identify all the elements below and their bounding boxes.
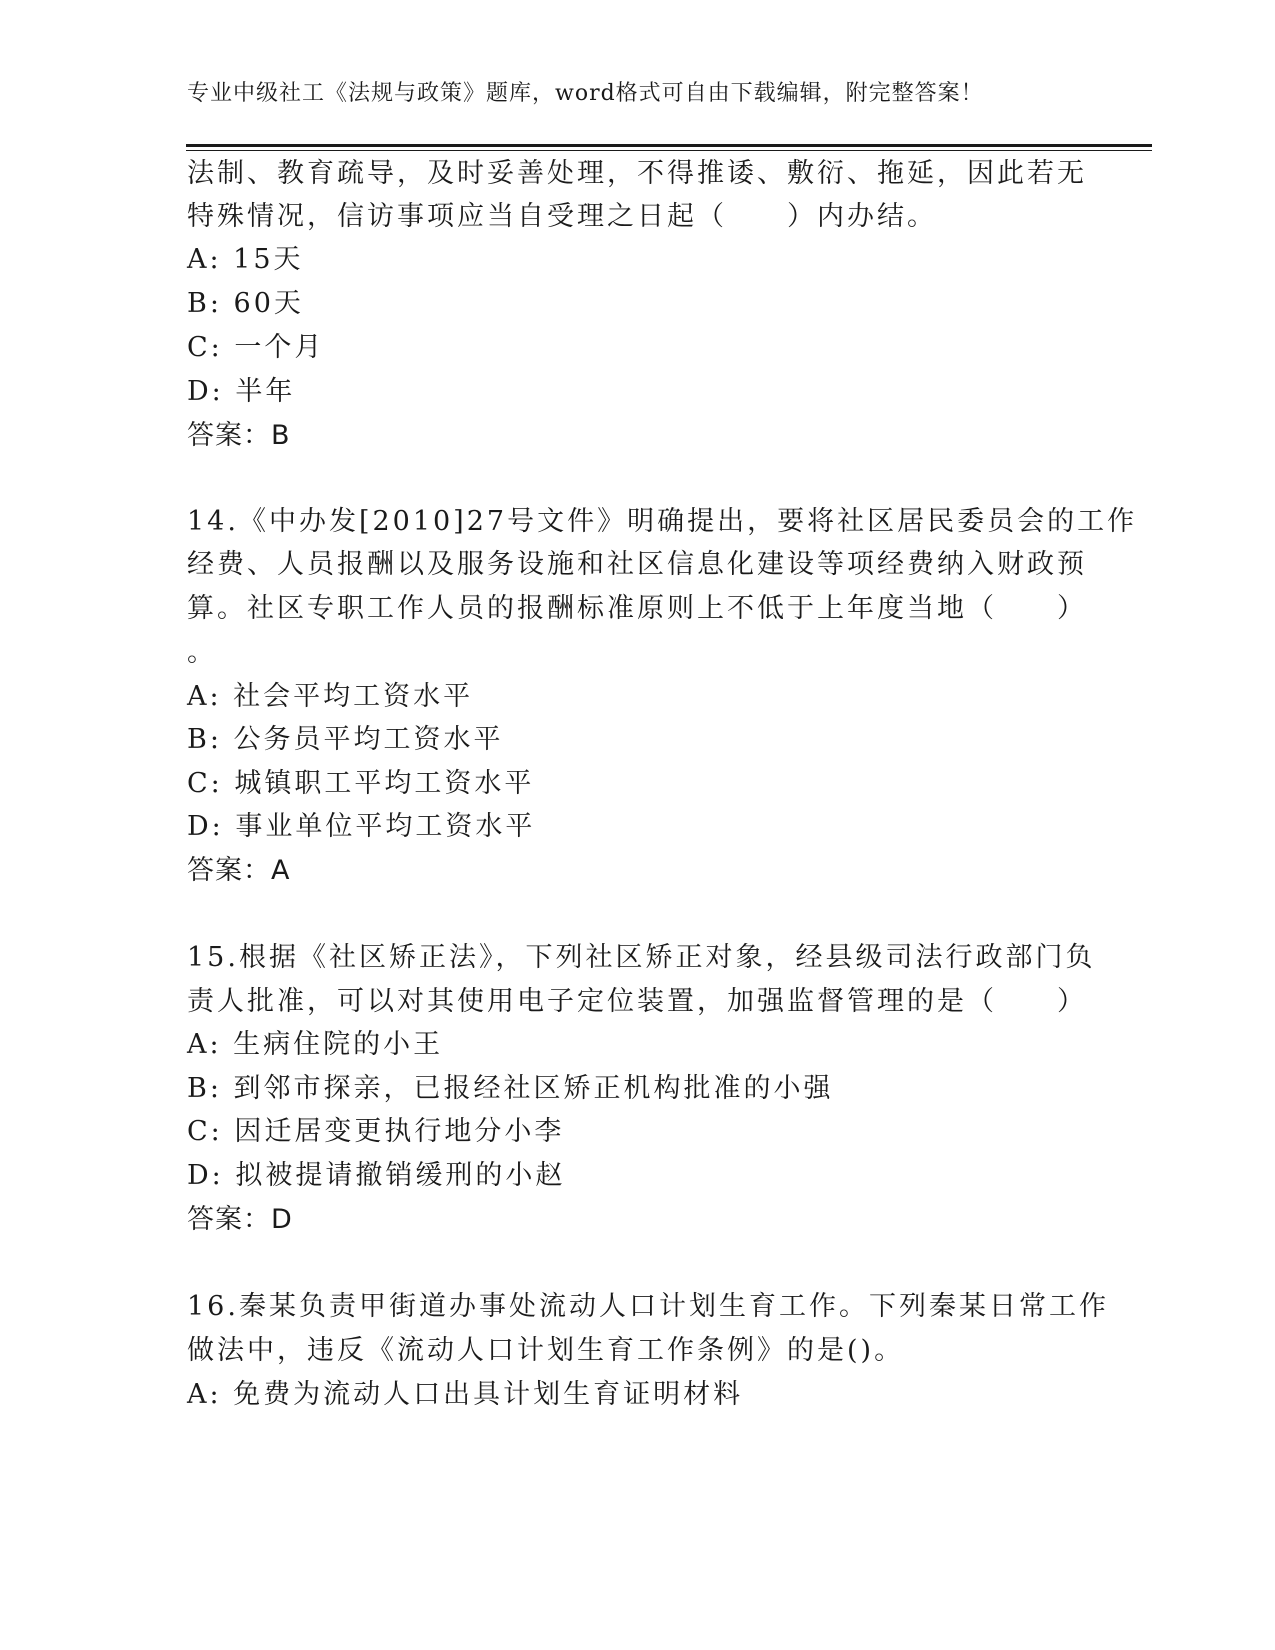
q13-stem-line2: 特殊情况，信访事项应当自受理之日起（ ）内办结。 [187,201,937,232]
q14-stem-line4: 。 [187,637,217,668]
q15-option-d: D: 拟被提请撤销缓刑的小赵 [187,1160,566,1191]
q15-option-a: A: 生病住院的小王 [187,1029,444,1060]
q14-option-d: D: 事业单位平均工资水平 [187,811,536,842]
header-rule-thick [186,144,1152,147]
q15-stem-line2: 责人批准，可以对其使用电子定位装置，加强监督管理的是（ ） [187,986,1087,1017]
q16-stem-line2: 做法中，违反《流动人口计划生育工作条例》的是()。 [187,1335,905,1366]
q14-stem-line3: 算。社区专职工作人员的报酬标准原则上不低于上年度当地（ ） [187,593,1087,624]
page-header: 专业中级社工《法规与政策》题库，word格式可自由下载编辑，附完整答案！ [187,81,984,106]
q14-option-b: B: 公务员平均工资水平 [187,724,504,755]
q14-option-c: C: 城镇职工平均工资水平 [187,768,535,799]
q13-stem-line1: 法制、教育疏导，及时妥善处理，不得推诿、敷衍、拖延，因此若无 [187,158,1087,189]
q14-answer: 答案：A [187,855,291,886]
q14-option-a: A: 社会平均工资水平 [187,681,474,712]
q14-stem-line2: 经费、人员报酬以及服务设施和社区信息化建设等项经费纳入财政预 [187,549,1087,580]
q15-option-b: B: 到邻市探亲，已报经社区矫正机构批准的小强 [187,1073,834,1104]
q14-stem-line1: 14.《中办发[2010]27号文件》明确提出，要将社区居民委员会的工作 [187,506,1138,537]
q13-option-c: C: 一个月 [187,332,325,363]
q16-option-a: A: 免费为流动人口出具计划生育证明材料 [187,1379,744,1410]
q15-stem-line1: 15.根据《社区矫正法》，下列社区矫正对象，经县级司法行政部门负 [187,942,1096,973]
header-rule-thin [186,150,1152,151]
q13-option-b: B: 60天 [187,288,304,319]
q15-option-c: C: 因迁居变更执行地分小李 [187,1116,565,1147]
q13-answer: 答案：B [187,420,291,451]
q13-option-a: A: 15天 [187,244,304,275]
q15-answer: 答案：D [187,1204,293,1235]
q13-option-d: D: 半年 [187,376,296,407]
q16-stem-line1: 16.秦某负责甲街道办事处流动人口计划生育工作。下列秦某日常工作 [187,1291,1109,1322]
